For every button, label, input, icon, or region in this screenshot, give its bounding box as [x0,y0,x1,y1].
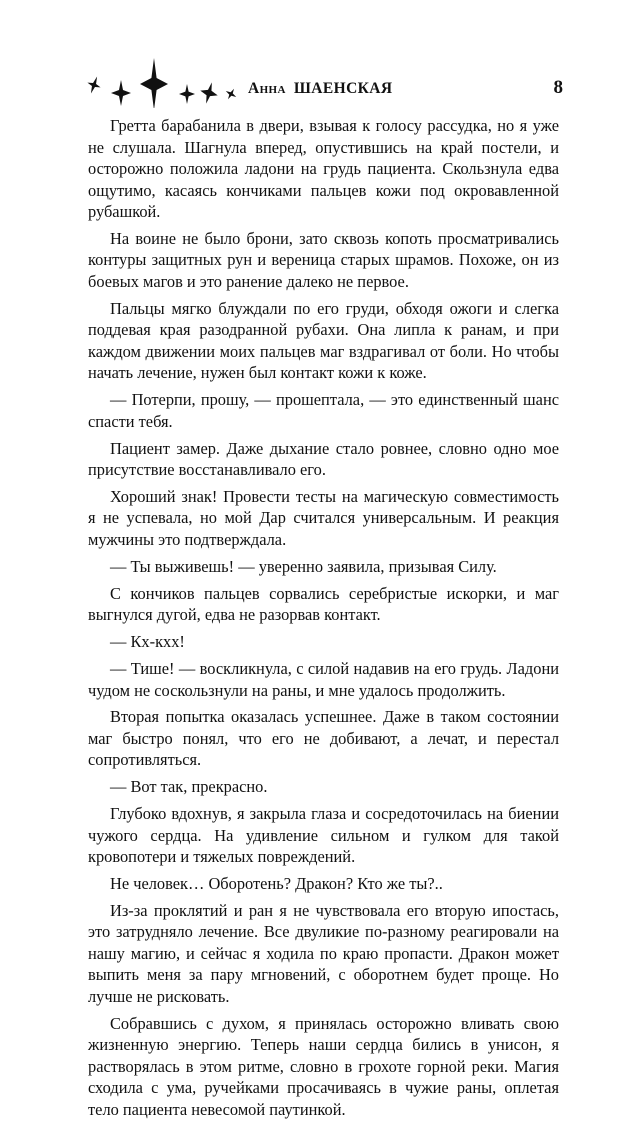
paragraph: Глубоко вдохнув, я закрыла глаза и сосредоточилась на биении чужого сердца. На удивление сильном и гулком для такой кровопотери и тяжелых повреждений. [88,804,559,867]
paragraph: На воине не было брони, зато сквозь копоть просматривались контуры защитных рун и вереница старых шрамов. Похоже, он из боевых магов и это ранение далеко не первое. [88,228,559,291]
star-icon [197,80,220,106]
star-icon [84,74,103,96]
stars-ornament-icon [84,58,244,108]
paragraph: — Тише! — воскликнула, с силой надавив на его грудь. Ладони чудом не соскользнули на раны, и мне удалось продолжить. [88,659,559,700]
paragraph: С кончиков пальцев сорвались серебристые искорки, и маг выгнулся дугой, едва не разорвав контакт. [88,583,559,625]
page-number: 8 [553,77,563,98]
paragraph: — Потерпи, прошу, — прошептала, — это единственный шанс спасти тебя. [88,390,559,431]
star-icon [140,58,168,108]
paragraph: Вторая попытка оказалась успешнее. Даже в таком состоянии маг быстро понял, что его не добивают, а лечат, и перестал сопротивляться. [88,707,559,770]
star-icon [223,86,239,102]
paragraph: Не человек… Оборотень? Дракон? Кто же ты?.. [110,874,443,894]
author-name [248,80,393,98]
page-body [88,115,559,1126]
paragraph: Хороший знак! Провести тесты на магическую совместимость я не успевала, но мой Дар считался универсальным. И реакция мужчины это подтверждала. [88,486,559,549]
paragraph: — Ты выживешь! — уверенно заявила, призывая Силу. [110,556,497,576]
paragraph: Из-за проклятий и ран я не чувствовала его вторую ипостась, это затрудняло лечение. Все двуликие по-разному реагировали на нашу магию, и сейчас я ходила по краю пропасти. Дракон может выпить меня за пару мгновений, с оборотнем будет проще. Но лучше не рисковать. [88,900,559,1006]
paragraph: — Вот так, прекрасно. [110,777,268,797]
paragraph: Пальцы мягко блуждали по его груди, обходя ожоги и слегка поддевая края разодранной рубахи. Она липла к ранам, и при каждом движении моих пальцев маг вздрагивал от боли. Но чтобы начать лечение, нужен был контакт кожи к коже. [88,298,559,383]
paragraph: Пациент замер. Даже дыхание стало ровнее, словно одно мое присутствие восстанавливало его. [88,438,559,480]
paragraph: — Кх-кхх! [110,632,185,652]
running-header [0,58,619,108]
paragraph: Собравшись с духом, я принялась осторожно вливать свою жизненную энергию. Теперь наши сердца бились в унисон, я растворялась в этом ритме, словно в грохоте горной реки. Магия сходила с ума, ручейками просачиваясь в чужие раны, оплетая тело пациента невесомой паутинкой. [88,1013,559,1119]
star-icon [179,84,195,104]
star-icon [111,80,131,106]
author-first-name: Анна [248,80,286,97]
paragraph: Гретта барабанила в двери, взывая к голосу рассудка, но я уже не слушала. Шагнула вперед, опустившись на край постели, и осторожно положила ладони на грудь пациента. Скользнула едва ощутимо, касаясь кончиками пальцев кожи под окровавленной рубашкой. [88,116,559,221]
author-last-name: ШАЕНСКАЯ [293,80,393,97]
